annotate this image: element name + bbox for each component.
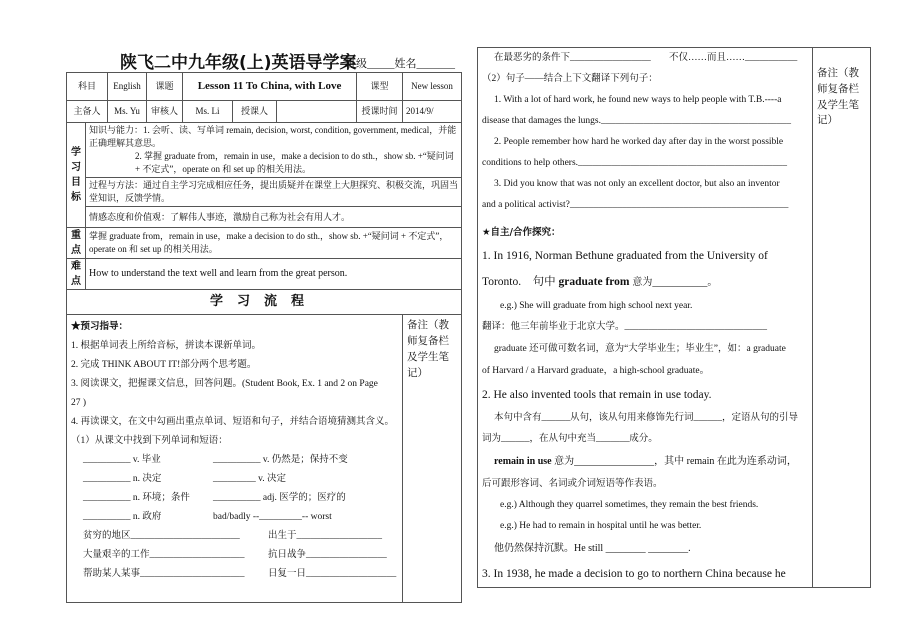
preview-line: 2. 完成 THINK ABOUT IT!部分两个思考题。 <box>71 360 257 371</box>
topic-value: Lesson 11 To China, with Love <box>183 73 357 101</box>
time-value: 2014/9/ <box>403 101 462 123</box>
preview-line: 3. 阅读课文，把握课文信息，回答问题。(Student Book, Ex. 1 and 2 on Page <box>71 379 378 390</box>
goal-knowledge <box>86 123 462 178</box>
sentence: 3. Did you know that was not only an excellent doctor, but also an inventor <box>494 179 780 189</box>
question-2: 2. He also invented tools that remain in use today. <box>482 389 712 401</box>
preview-section <box>67 315 403 603</box>
question-1: 1. In 1916, Norman Bethune graduated from the University of <box>482 250 768 262</box>
teacher-value <box>277 101 357 123</box>
preview-line: 1. 根据单词表上所给音标，拼读本课新单词。 <box>71 341 262 352</box>
flow-title: 学习流程 <box>67 290 462 315</box>
key-label: 重点 <box>67 228 86 259</box>
example: e.g.) Although they quarrel sometimes, they remain the best friends. <box>500 500 759 510</box>
preview-line: （1）从课文中找到下列单词和短语： <box>71 436 228 447</box>
question-2-text: 词为______，在从句中充当_______成分。 <box>482 434 658 444</box>
goal-knowledge-1: 知识与能力：1. 会听、读、写单词 remain, decision, worst, condition, government, medical，并能正确理解其意思。 <box>89 125 457 149</box>
example: e.g.) She will graduate from high school next year. <box>500 301 693 311</box>
vocab-row: 大量艰辛的工作____________________ 抗日战争_________________ <box>83 550 387 561</box>
vocab-row: __________ n. 决定 _________ v. 决定 <box>83 474 287 485</box>
translate-task: 翻译：他三年前毕业于北京大学。______________________________ <box>482 322 768 332</box>
teacher-label: 授课人 <box>233 101 277 123</box>
vocab-row: 贫穷的地区_______________________ 出生于__________________ <box>83 531 383 542</box>
subject-label: 科目 <box>67 73 108 101</box>
remain-note: remain in use 意为________________，其中 remain 在此为连系动词， <box>494 456 797 467</box>
sentence: 1. With a lot of hard work, he found new ways to help people with T.B.----a <box>494 95 782 105</box>
vocab-row: __________ v. 毕业 __________ v. 仍然是；保持不变 <box>83 455 348 466</box>
preparer-value: Ms. Yu <box>108 101 147 123</box>
difficulty-text: How to understand the text well and learn from the great person. <box>86 259 462 290</box>
phrase-row: 在最恶劣的条件下_________________ 不仅……而且……___________ <box>494 53 798 63</box>
right-content <box>478 48 813 588</box>
notes-column: 备注（教师复备栏及学生笔记） <box>813 48 871 588</box>
left-table <box>66 72 462 603</box>
sentence: and a political activist?______________________________________________ <box>482 200 789 210</box>
vocab-row: __________ n. 环境；条件 __________ adj. 医学的；医疗的 <box>83 493 346 504</box>
reviewer-label: 审核人 <box>147 101 183 123</box>
subject-value: English <box>108 73 147 101</box>
notes-column: 备注（教师复备栏及学生笔记） <box>403 315 462 603</box>
explore-heading: ★自主/合作探究： <box>482 227 561 238</box>
page-title: 陕飞二中九年级(上)英语导学案 <box>120 53 357 73</box>
graduate-note: graduate 还可做可数名词，意为“大学毕业生；毕业生”，如：a graduate <box>494 344 786 354</box>
sentence: conditions to help others.____________________________________________ <box>482 158 788 168</box>
type-value: New lesson <box>403 73 462 101</box>
reviewer-value: Ms. Li <box>183 101 233 123</box>
type-label: 课型 <box>357 73 403 101</box>
vocab-row: 帮助某人某事______________________ 日复一日___________________ <box>83 569 397 580</box>
vocab-row: __________ n. 政府 bad/badly --_________-- worst <box>83 512 332 523</box>
topic-label: 课题 <box>147 73 183 101</box>
time-label: 授课时间 <box>357 101 403 123</box>
preview-heading: ★预习指导： <box>71 322 129 333</box>
class-name-field: 班级_____姓名_______ <box>345 58 455 70</box>
translate-task-2: 他仍然保持沉默。He still ________ ________. <box>494 543 691 554</box>
example: e.g.) He had to remain in hospital until he was better. <box>500 521 702 531</box>
goal-process: 过程与方法：通过自主学习完成相应任务，提出质疑并在课堂上大胆探究、积极交流，巩固当堂知识，反馈学情。 <box>86 178 462 207</box>
graduate-note-2: of Harvard / a Harvard graduate，a high-school graduate。 <box>482 366 710 376</box>
vocab-list <box>71 451 398 584</box>
remain-note-2: 后可跟形容词、名词或介词短语等作表语。 <box>482 479 663 489</box>
goals-label: 学习目标 <box>67 123 86 228</box>
sentence-heading: （2）句子——结合上下文翻译下列句子： <box>482 74 658 84</box>
sentence: 2. People remember how hard he worked day after day in the worst possible <box>494 137 784 147</box>
preview-line: 27 ) <box>71 398 87 409</box>
goal-knowledge-2: 2. 掌握 graduate from，remain in use，make a decision to do sth.，show sb. +“疑问词 + 不定式”，operate on 和 set up 的相关用法。 <box>135 151 454 175</box>
right-table <box>477 47 871 588</box>
goal-emotion: 情感态度和价值观：了解伟人事迹，激励自己称为社会有用人才。 <box>86 207 462 228</box>
preview-line: 4. 再读课文，在文中勾画出重点单词、短语和句子，并结合语境猜测其含义。 <box>71 417 395 428</box>
key-text: 掌握 graduate from，remain in use，make a decision to do sth.，show sb. +“疑问词 + 不定式”，operate on 和 set up 的相关用法。 <box>86 228 462 259</box>
difficulty-label: 难点 <box>67 259 86 290</box>
sentence: disease that damages the lungs.________________________________________ <box>482 116 791 126</box>
preparer-label: 主备人 <box>67 101 108 123</box>
question-3: 3. In 1938, he made a decision to go to northern China because he <box>482 568 786 580</box>
question-1b: Toronto. 句中 graduate from 意为___________。 <box>482 276 718 288</box>
question-2-text: 本句中含有______从句，该从句用来修饰先行词______，定语从句的引导 <box>494 413 799 423</box>
